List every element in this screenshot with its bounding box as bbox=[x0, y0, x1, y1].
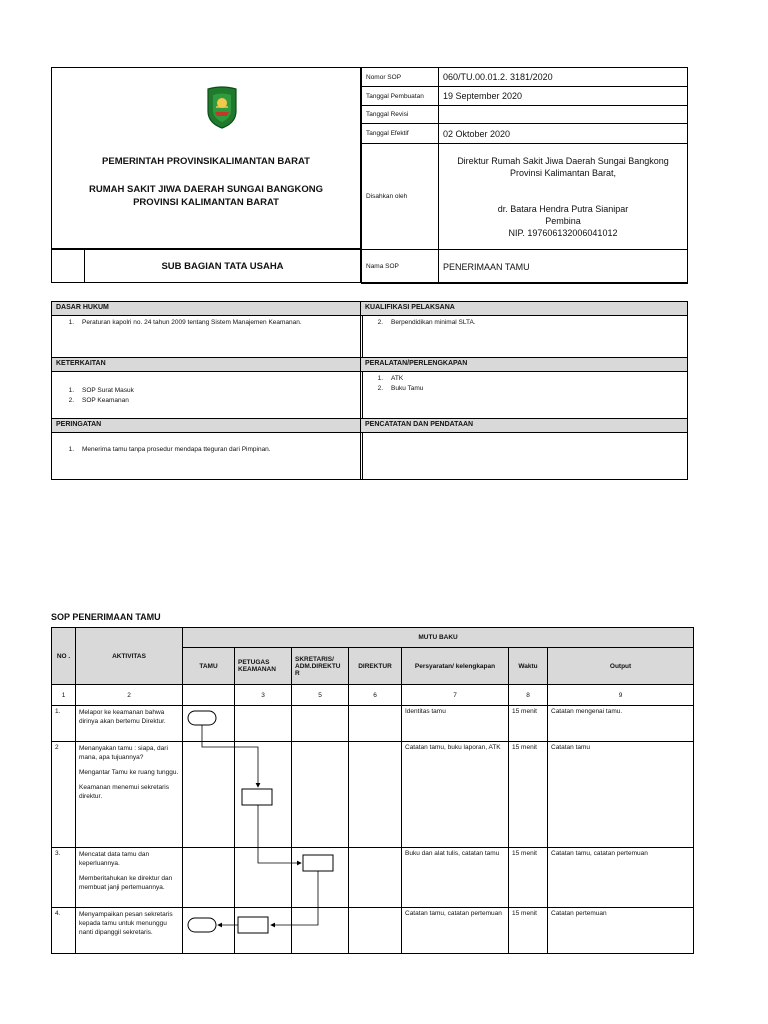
header-no: NO . bbox=[52, 628, 76, 685]
list-text: Peraturan kapolri no. 24 tahun 2009 tentang Sistem Manajemen Keamanan. bbox=[82, 319, 302, 326]
list-number: 1. bbox=[68, 319, 74, 326]
pencatatan-title: PENCATATAN DAN PENDATAAN bbox=[361, 419, 687, 433]
revisi-label: Tanggal Revisi bbox=[362, 106, 439, 124]
header-aktivitas: AKTIVITAS bbox=[76, 628, 183, 685]
aktivitas-text: Mengantar Tamu ke ruang tunggu. bbox=[79, 769, 179, 776]
org-hospital-name: RUMAH SAKIT JIWA DAERAH SUNGAI BANGKONG bbox=[89, 184, 323, 195]
row-output: Catatan tamu bbox=[548, 742, 694, 848]
list-text: ATK bbox=[391, 375, 404, 382]
sub-bagian-label: SUB BAGIAN TATA USAHA bbox=[161, 261, 284, 272]
row-waktu: 15 menit bbox=[509, 706, 548, 742]
col-number: 3 bbox=[235, 685, 292, 706]
header-waktu: Waktu bbox=[509, 648, 548, 685]
list-number: 1. bbox=[377, 375, 383, 382]
disahkan-rank: Pembina bbox=[545, 215, 581, 226]
dasar-hukum-title: DASAR HUKUM bbox=[52, 302, 362, 316]
disahkan-line1: Direktur Rumah Sakit Jiwa Daerah Sungai Bangkong bbox=[457, 155, 669, 166]
row-no: 4. bbox=[52, 908, 76, 954]
nama-label: Nama SOP bbox=[362, 250, 439, 284]
header-tamu: TAMU bbox=[183, 648, 235, 685]
disahkan-name: dr. Batara Hendra Putra Sianipar bbox=[497, 203, 629, 214]
flow-process-keamanan-2 bbox=[238, 917, 268, 933]
list-number: 2. bbox=[68, 397, 74, 404]
list-number: 1. bbox=[68, 387, 74, 394]
row-no: 3. bbox=[52, 848, 76, 908]
header-petugas: PETUGAS KEAMANAN bbox=[235, 648, 292, 685]
flow-connector bbox=[258, 805, 301, 863]
pembuatan-label: Tanggal Pembuatan bbox=[362, 87, 439, 106]
header-direktur: DIREKTUR bbox=[349, 648, 402, 685]
col-number: 2 bbox=[76, 685, 183, 706]
list-number: 2. bbox=[377, 385, 383, 392]
aktivitas-text: Memberitahukan ke direktur dan membuat janji pertemuannya. bbox=[79, 875, 173, 891]
col-number: 5 bbox=[292, 685, 349, 706]
list-text: Menerima tamu tanpa prosedur mendapa tteguran dari Pimpinan. bbox=[82, 446, 271, 453]
flow-process-sekretaris bbox=[303, 855, 333, 871]
row-output: Catatan mengenai tamu. bbox=[548, 706, 694, 742]
row-waktu: 15 menit bbox=[509, 908, 548, 954]
col-number: 8 bbox=[509, 685, 548, 706]
list-number: 1. bbox=[68, 446, 74, 453]
row-persyaratan: Catatan tamu, buku laporan, ATK bbox=[402, 742, 509, 848]
col-number: 1 bbox=[52, 685, 76, 706]
disahkan-nip: NIP. 197606132006041012 bbox=[508, 227, 618, 238]
col-number: 7 bbox=[402, 685, 509, 706]
pembuatan-value: 19 September 2020 bbox=[439, 87, 688, 106]
nama-value: PENERIMAAN TAMU bbox=[439, 250, 688, 284]
flow-connector bbox=[202, 725, 258, 787]
keterkaitan-title: KETERKAITAN bbox=[52, 358, 362, 372]
row-output: Catatan pertemuan bbox=[548, 908, 694, 954]
efektif-value: 02 Oktober 2020 bbox=[439, 124, 688, 144]
peringatan-title: PERINGATAN bbox=[52, 419, 362, 433]
row-persyaratan: Catatan tamu, catatan pertemuan bbox=[402, 908, 509, 954]
flow-end-terminator bbox=[188, 918, 216, 932]
header-mutu-baku: MUTU BAKU bbox=[183, 628, 694, 648]
row-no: 1. bbox=[52, 706, 76, 742]
aktivitas-text: Melapor ke keamanan bahwa dirinya akan bertemu Direktur. bbox=[79, 709, 166, 725]
aktivitas-text: Menyampaikan pesan sekretaris kepada tamu untuk menunggu nanti dipanggil sekretaris. bbox=[79, 911, 173, 936]
row-waktu: 15 menit bbox=[509, 848, 548, 908]
efektif-label: Tanggal Efektif bbox=[362, 124, 439, 144]
list-text: SOP Surat Masuk bbox=[82, 387, 134, 394]
col-number: 9 bbox=[548, 685, 694, 706]
flow-process-keamanan bbox=[242, 789, 272, 805]
nomor-label: Nomor SOP bbox=[362, 68, 439, 87]
row-no: 2 bbox=[52, 742, 76, 848]
disahkan-label: Disahkan oleh bbox=[362, 144, 439, 250]
row-persyaratan: Identitas tamu bbox=[402, 706, 509, 742]
list-number: 2. bbox=[377, 319, 383, 326]
aktivitas-text: Mencatat data tamu dan keperluannya. bbox=[79, 851, 150, 867]
nomor-value: 060/TU.00.01.2. 3181/2020 bbox=[439, 68, 688, 87]
org-province: PROVINSI KALIMANTAN BARAT bbox=[133, 197, 279, 208]
flow-start-terminator bbox=[188, 711, 216, 725]
row-waktu: 15 menit bbox=[509, 742, 548, 848]
row-output: Catatan tamu, catatan pertemuan bbox=[548, 848, 694, 908]
org-government: PEMERINTAH PROVINSIKALIMANTAN BARAT bbox=[102, 156, 310, 167]
list-text: Buku Tamu bbox=[391, 385, 424, 392]
col-number: 6 bbox=[349, 685, 402, 706]
list-text: Berpendidikan minimal SLTA. bbox=[391, 319, 476, 326]
disahkan-line2: Provinsi Kalimantan Barat, bbox=[509, 167, 617, 178]
header-persyaratan: Persyaratan/ kelengkapan bbox=[402, 648, 509, 685]
header-output: Output bbox=[548, 648, 694, 685]
aktivitas-text: Menanyakan tamu : siapa, dari mana, apa tujuannya? bbox=[79, 745, 168, 761]
header-skretaris: SKRETARIS/ ADM.DIREKTU R bbox=[292, 648, 349, 685]
kualifikasi-title: KUALIFIKASI PELAKSANA bbox=[361, 302, 687, 316]
sop-title: SOP PENERIMAAN TAMU bbox=[51, 612, 161, 622]
peralatan-title: PERALATAN/PERLENGKAPAN bbox=[361, 358, 687, 372]
row-persyaratan: Buku dan alat tulis, catatan tamu bbox=[402, 848, 509, 908]
aktivitas-text: Keamanan menemui sekretaris direktur. bbox=[79, 784, 169, 800]
list-text: SOP Keamanan bbox=[82, 397, 129, 404]
flow-connector bbox=[271, 871, 318, 925]
